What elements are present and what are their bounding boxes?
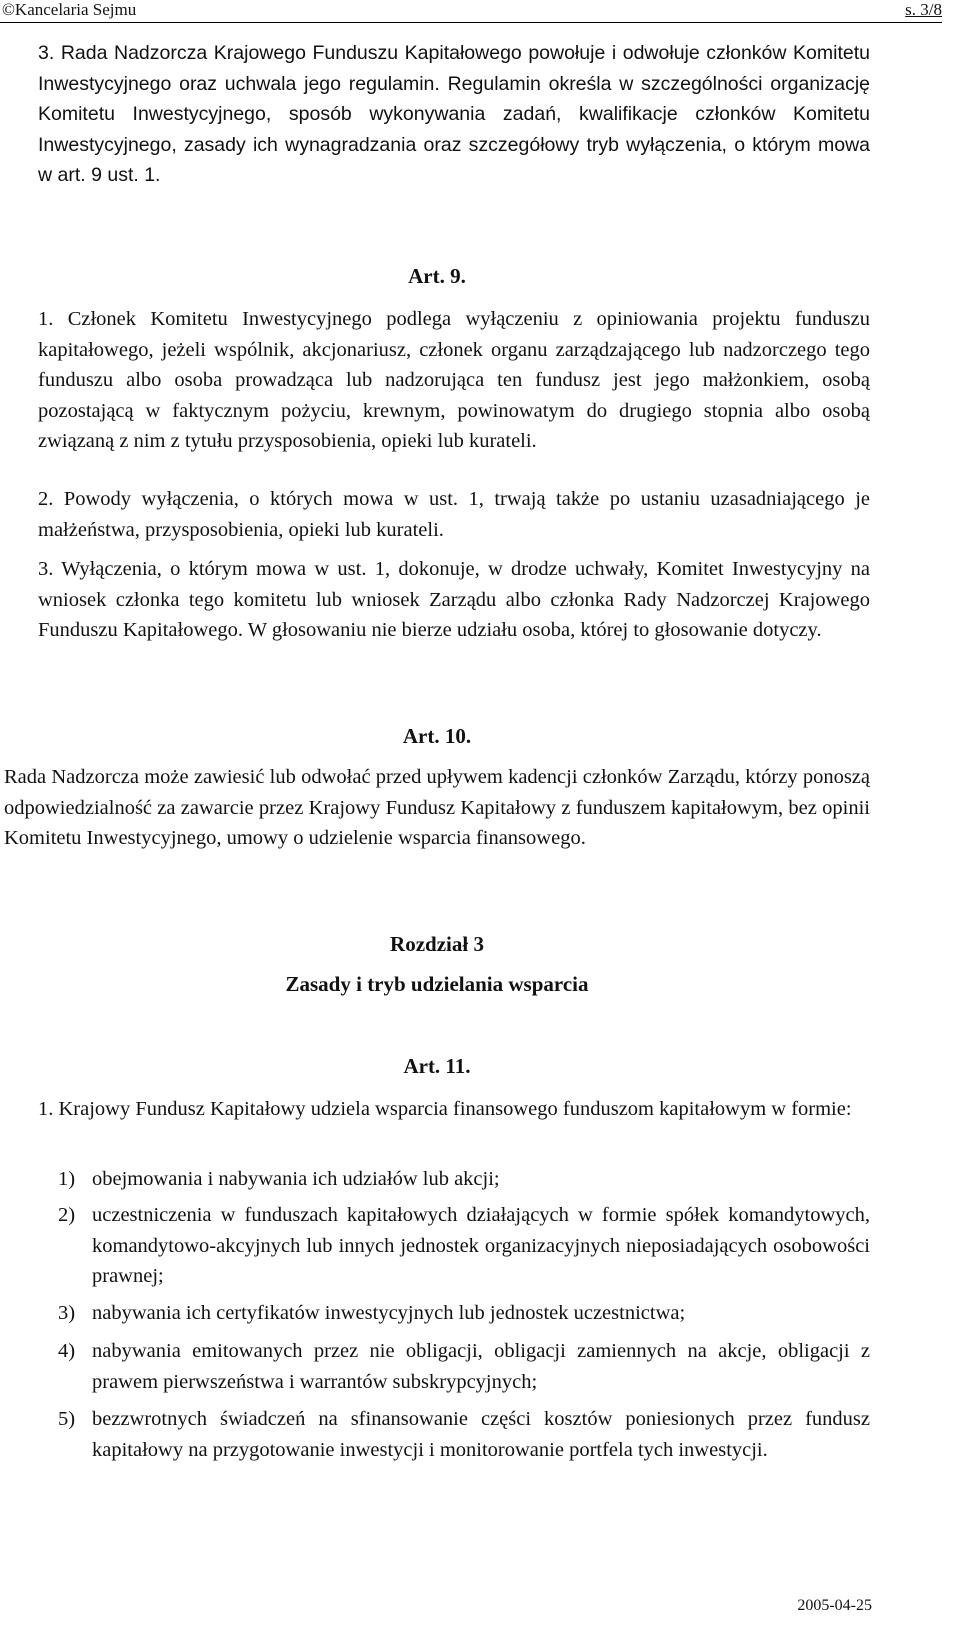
chapter-title: Zasady i tryb udzielania wsparcia — [285, 972, 589, 996]
article-9-paragraph-3: 3. Wyłączenia, o którym mowa w ust. 1, dokonuje, w drodze uchwały, Komitet Inwestycyjny na wniosek członka tego komitetu lub wniosek Zarządu albo członka Rady Nadzorczej Krajowego Funduszu Kapitałowego. W głosowaniu nie bierze udziału osoba, której to głosowanie dotyczy. — [38, 558, 870, 641]
list-item — [58, 1200, 870, 1292]
list-item-text: nabywania ich certyfikatów inwestycyjnych lub jednostek uczestnictwa; — [92, 1302, 686, 1324]
list-item-number: 4) — [58, 1340, 76, 1362]
article-11-heading: Art. 11. — [403, 1054, 471, 1078]
page-number: s. 3/8 — [905, 0, 942, 19]
section-3-paragraph: 3. Rada Nadzorcza Krajowego Funduszu Kapitałowego powołuje i odwołuje członków Komitetu Inwestycyjnego oraz uchwala jego regulamin. Regulamin określa w szczególności organizację Komitetu Inwestycyjnego, sposób wykonywania zadań, kwalifikacje członków Komitetu Inwestycyjnego, zasady ich wynagradzania oraz szczegółowy tryb wyłączenia, o którym mowa w art. 9 ust. 1. — [38, 42, 870, 186]
copyright-label: ©Kancelaria Sejmu — [2, 0, 137, 19]
article-9-heading: Art. 9. — [408, 264, 466, 288]
article-9-paragraph-2: 2. Powody wyłączenia, o których mowa w ust. 1, trwają także po ustaniu uzasadniającego je małżeństwa, przysposobienia, opieki lub kurateli. — [38, 488, 870, 541]
page-header — [0, 0, 942, 23]
list-item-text: bezzwrotnych świadczeń na sfinansowanie części kosztów poniesionych przez fundusz kapitałowy na przygotowanie inwestycji i monitorowanie portfela tych inwestycji. — [92, 1408, 870, 1461]
list-item — [58, 1164, 870, 1195]
article-11-paragraph-1: 1. Krajowy Fundusz Kapitałowy udziela wsparcia finansowego funduszom kapitałowym w formie: — [38, 1098, 852, 1120]
article-10-paragraph: Rada Nadzorcza może zawiesić lub odwołać przed upływem kadencji członków Zarządu, którzy ponoszą odpowiedzialność za zawarcie przez Krajowy Fundusz Kapitałowy z funduszem kapitałowym, bez opinii Komitetu Inwestycyjnego, umowy o udzielenie wsparcia finansowego. — [4, 766, 870, 849]
chapter-number: Rozdział 3 — [390, 932, 484, 956]
footer-date: 2005-04-25 — [797, 1597, 872, 1614]
article-10-heading: Art. 10. — [402, 724, 472, 748]
list-item-number: 3) — [58, 1302, 76, 1324]
list-item-number: 2) — [58, 1204, 76, 1226]
list-item — [58, 1298, 870, 1329]
list-item-text: nabywania emitowanych przez nie obligacji, obligacji zamiennych na akcje, obligacji z prawem pierwszeństwa i warrantów subskrypcyjnych; — [92, 1340, 870, 1393]
list-item — [58, 1404, 870, 1465]
list-item-text: obejmowania i nabywania ich udziałów lub akcji; — [92, 1168, 500, 1190]
list-item-number: 1) — [58, 1168, 76, 1190]
list-item-number: 5) — [58, 1408, 76, 1430]
list-item-text: uczestniczenia w funduszach kapitałowych działających w formie spółek komandytowych, komandytowo-akcyjnych lub innych jednostek organizacyjnych nieposiadających osobowości prawnej; — [92, 1204, 870, 1287]
article-9-paragraph-1: 1. Członek Komitetu Inwestycyjnego podlega wyłączeniu z opiniowania projektu funduszu kapitałowego, jeżeli wspólnik, akcjonariusz, członek organu zarządzającego lub nadzorczego tego funduszu albo osoba prowadząca lub nadzorująca ten fundusz jest jego małżonkiem, osobą pozostającą w faktycznym pożyciu, krewnym, powinowatym do drugiego stopnia albo osobą związaną z nim z tytułu przysposobienia, opieki lub kurateli. — [38, 308, 870, 452]
list-item — [58, 1336, 870, 1397]
